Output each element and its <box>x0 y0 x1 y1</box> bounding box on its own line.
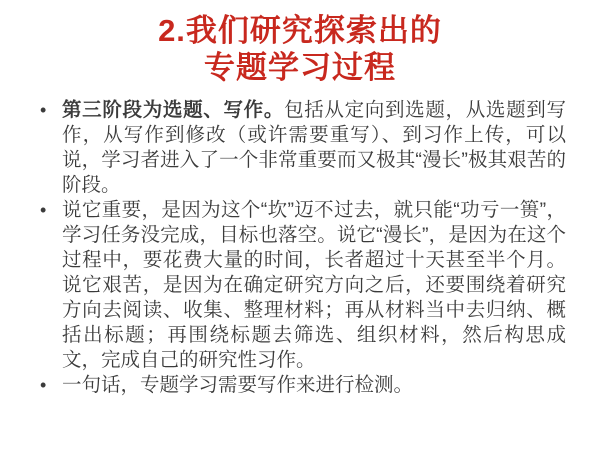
bullet-body-2: 说它重要，是因为这个“坎”迈不过去，就只能“功亏一篑”，学习任务没完成，目标也落空。说它“漫长”，是因为在这个过程中，要花费大量的时间，长者超过十天甚至半个月。说它艰苦，是因为在确定研究方向之后，还要围绕着研究方向去阅读、收集、整理材料；再从材料当中去归纳、概括出标题；再围绕标题去筛选、组织材料，然后构思成文，完成自己的研究性习作。 <box>62 199 566 371</box>
bullet-item-3 <box>38 373 566 398</box>
slide-title <box>0 0 600 86</box>
bullet-body-3: 一句话，专题学习需要写作来进行检测。 <box>62 374 414 396</box>
bullet-text-3 <box>62 373 566 398</box>
bullet-lead-1: 第三阶段为选题、写作。 <box>62 99 285 121</box>
bullet-item-1 <box>38 98 566 198</box>
bullet-body-1: 包括从定向到选题，从选题到写作，从写作到修改（或许需要重写）、到习作上传，可以说，学习者进入了一个非常重要而又极其“漫长”极其艰苦的阶段。 <box>62 99 566 196</box>
bullet-text-2 <box>62 198 566 373</box>
slide-title-line-1: 2.我们研究探索出的 <box>158 13 442 48</box>
bullet-icon: • <box>40 100 47 120</box>
bullet-text-1 <box>62 98 566 198</box>
bullet-icon: • <box>40 200 47 220</box>
slide-title-line-2: 专题学习过程 <box>204 50 396 85</box>
bullet-item-2 <box>38 198 566 373</box>
bullet-icon: • <box>40 375 47 395</box>
slide-body <box>0 98 600 398</box>
